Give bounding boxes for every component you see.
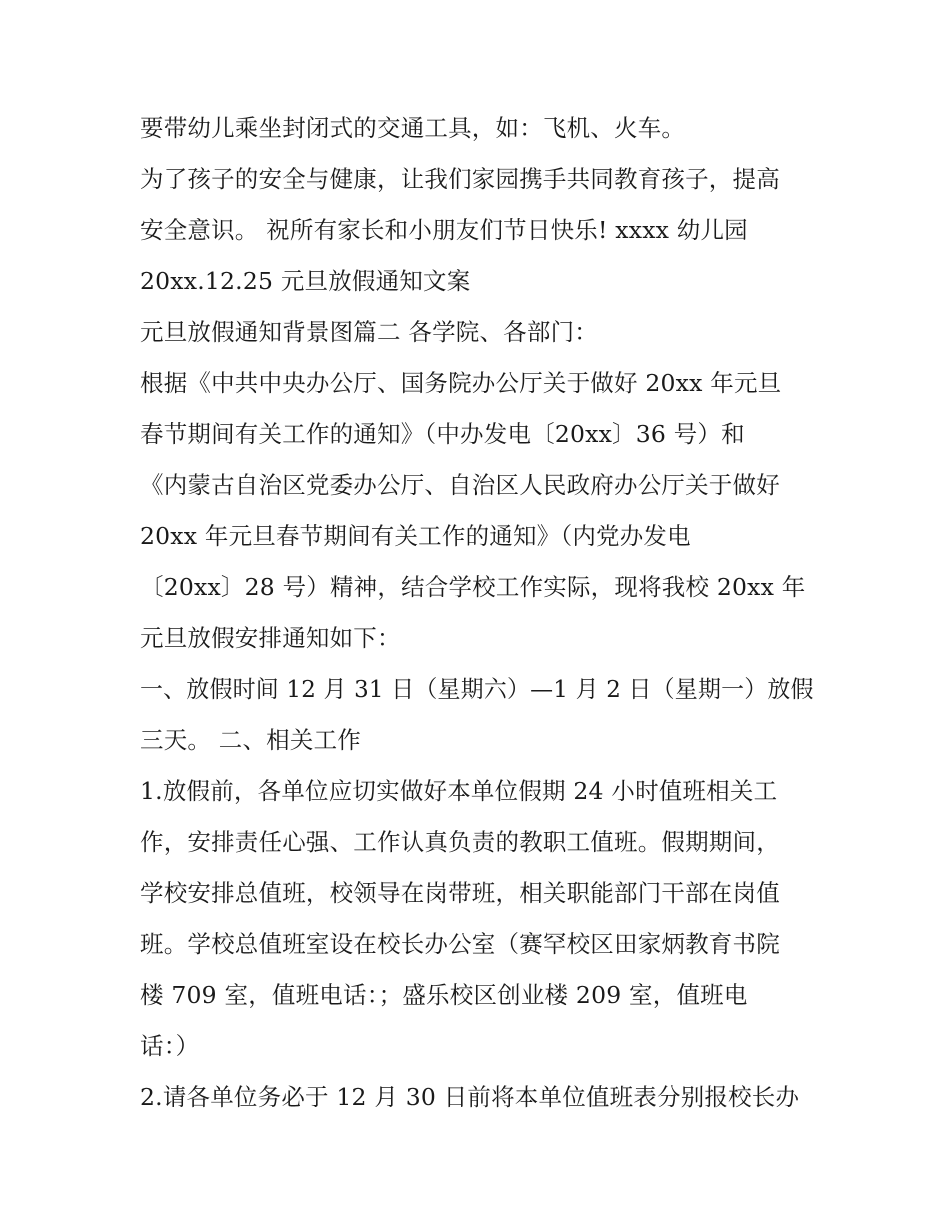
text-line: 元旦放假通知背景图篇二 各学院、各部门： xyxy=(140,318,598,346)
text-line: 一、放假时间 12 月 31 日（星期六）—1 月 2 日（星期一）放假 xyxy=(140,675,814,703)
text-line: 为了孩子的安全与健康，让我们家园携手共同教育孩子，提高 xyxy=(140,165,780,193)
text-line: 1.放假前，各单位应切实做好本单位假期 24 小时值班相关工 xyxy=(140,777,778,805)
text-line: 班。学校总值班室设在校长办公室（赛罕校区田家炳教育书院 xyxy=(140,930,780,958)
text-line: 三天。 二、相关工作 xyxy=(140,726,361,754)
text-line: 春节期间有关工作的通知》（中办发电〔20xx〕36 号）和 xyxy=(140,420,745,448)
text-line: 《内蒙古自治区党委办公厅、自治区人民政府办公厅关于做好 xyxy=(140,471,780,499)
text-line: 20xx.12.25 元旦放假通知文案 xyxy=(140,267,471,295)
text-line: 20xx 年元旦春节期间有关工作的通知》（内党办发电 xyxy=(140,522,691,550)
text-line: 根据《中共中央办公厅、国务院办公厅关于做好 20xx 年元旦 xyxy=(140,369,782,397)
text-line: 〔20xx〕28 号）精神，结合学校工作实际，现将我校 20xx 年 xyxy=(140,573,806,601)
text-line: 要带幼儿乘坐封闭式的交通工具，如：飞机、火车。 xyxy=(140,114,686,142)
text-line: 楼 709 室，值班电话：；盛乐校区创业楼 209 室，值班电 xyxy=(140,981,748,1009)
text-line: 话：） xyxy=(140,1032,200,1060)
text-line: 安全意识。 祝所有家长和小朋友们节日快乐! xxxx 幼儿园 xyxy=(140,216,748,244)
text-line: 作，安排责任心强、工作认真负责的教职工值班。假期期间， xyxy=(140,828,780,856)
text-line: 元旦放假安排通知如下： xyxy=(140,624,401,652)
text-line: 学校安排总值班，校领导在岗带班，相关职能部门干部在岗值 xyxy=(140,879,780,907)
text-line: 2.请各单位务必于 12 月 30 日前将本单位值班表分别报校长办 xyxy=(140,1083,800,1111)
